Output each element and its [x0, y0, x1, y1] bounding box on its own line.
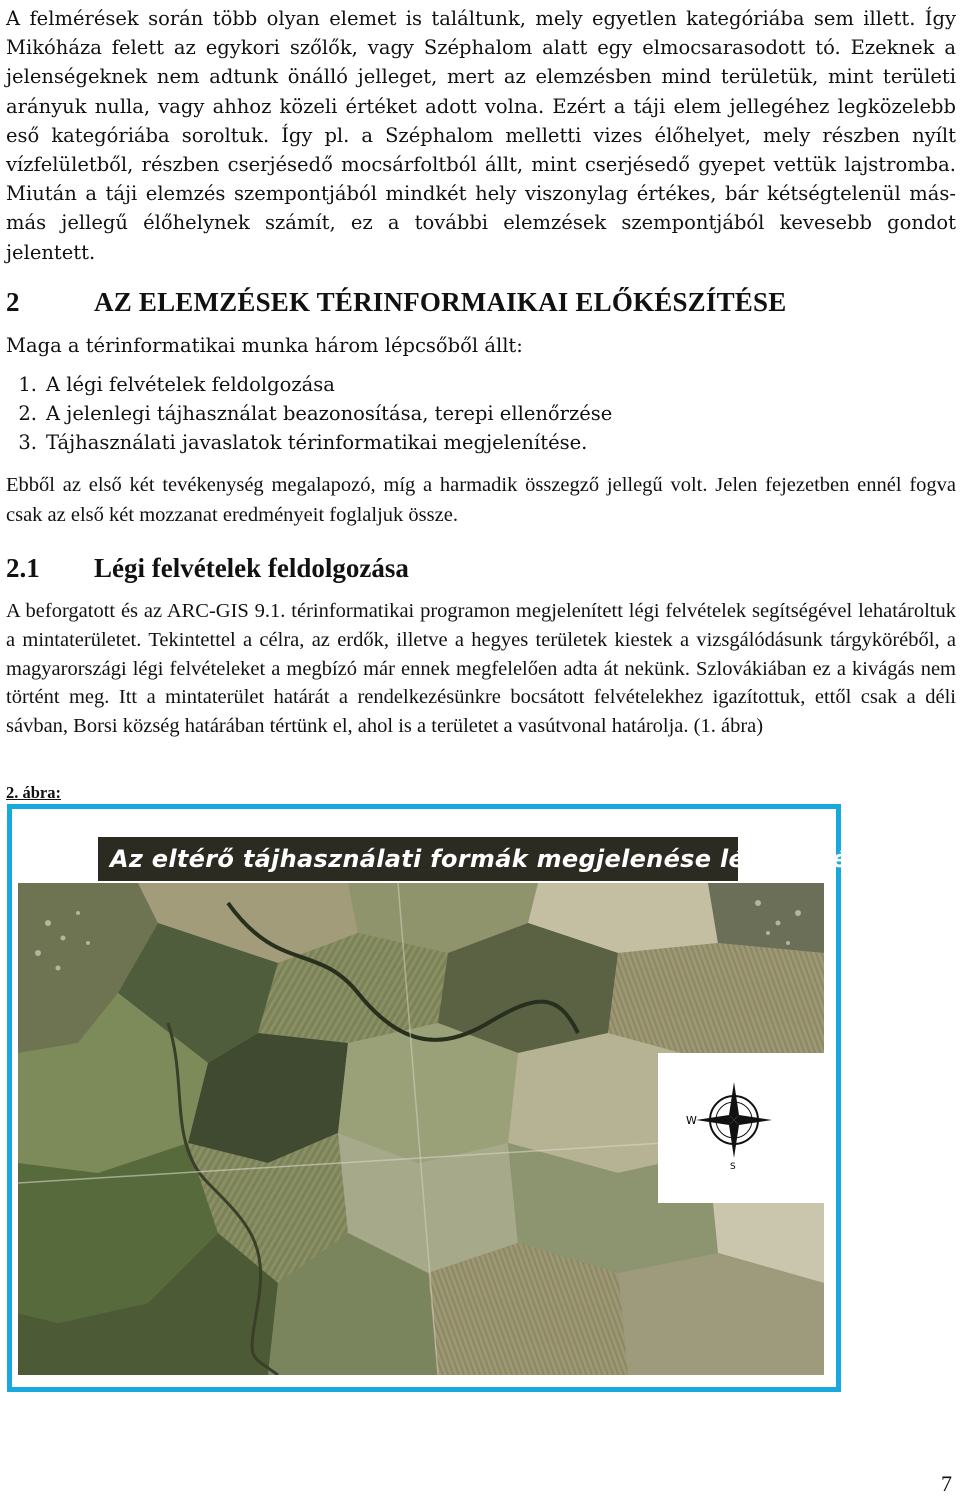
list-item-number: 1. [18, 373, 37, 396]
paragraph-1: A felmérések során több olyan elemet is találtunk, mely egyetlen kategóriába sem illett. Így Mikóháza felett az egykori szőlők, vagy Széphalom alatt egy elmocsarasodott tó. Ezeknek a jelenségeknek nem adtunk önálló jelleget, mert az elemzésben mind területük, mint területi arányuk nulla, vagy ahhoz közeli értéket adott volna. Ezért a táji elem jellegéhez legközelebb eső kategóriába soroltuk. Így pl. a Széphalom melletti vizes élőhelyet, mely részben nyílt vízfelületből, részben cserjésedő mocsárfoltból állt, mint cserjésedő gyepet vettük lajstromba. Miután a táji elemzés szempontjából mindkét hely viszonylag értékes, bár kétségtelenül más-más jellegű élőhelynek számít, ez a további elemzések szempontjából kevesebb gondot jelentett. [6, 7, 956, 264]
list-item-text: A légi felvételek feldolgozása [46, 373, 335, 396]
section-2-heading [6, 287, 786, 318]
compass-west-label: W [686, 1114, 697, 1127]
compass-rose-icon [686, 1070, 772, 1170]
steps-intro: Maga a térinformatikai munka három lépcsőből állt: [6, 334, 523, 357]
list-item [6, 370, 612, 399]
section-2-1-number: 2.1 [6, 553, 40, 583]
section-2-1-title: Légi felvételek feldolgozása [94, 553, 409, 583]
list-item-text: A jelenlegi tájhasználat beazonosítása, terepi ellenőrzése [46, 402, 613, 425]
list-item [6, 428, 612, 457]
section-2-1-heading [6, 553, 409, 584]
paragraph-3: A beforgatott és az ARC-GIS 9.1. térinformatikai programon megjelenített légi felvételek segítségével lehatároltuk a mintaterületet. Tekintettel a célra, az erdők, illetve a hegyes területek kiestek a vizsgálódásunk tárgyköréből, a magyarországi légi felvételeket a megbízó már ennek megfelelően adta át nekünk. Szlovákiában ez a kivágás nem történt meg. Itt a mintaterület határát a rendelkezésünkre bocsátott felvételekhez igazítottuk, ettől csak a déli sávban, Borsi község határában tértünk el, ahol is a területet a vasútvonal határolja. (1. ábra) [6, 600, 956, 738]
figure-title: Az eltérő tájhasználati formák megjelenése légi felvételen [110, 845, 919, 873]
list-item-number: 2. [18, 402, 37, 425]
steps-list [6, 370, 612, 457]
list-item [6, 399, 612, 428]
compass-south-label: S [730, 1162, 736, 1170]
list-item-text: Tájhasználati javaslatok térinformatikai megjelenítése. [46, 431, 588, 454]
figure-caption: 2. ábra: [6, 783, 61, 802]
list-item-number: 3. [18, 431, 37, 454]
page-number: 7 [941, 1471, 952, 1496]
paragraph-2: Ebből az első két tevékenység megalapozó, míg a harmadik összegző jellegű volt. Jelen fejezetben ennél fogva csak az első két mozzanat eredményeit foglaljuk össze. [6, 474, 956, 526]
section-2-title: AZ ELEMZÉSEK TÉRINFORMAIKAI ELŐKÉSZÍTÉSE [94, 287, 787, 317]
figure-frame [7, 804, 919, 1392]
figure-content [18, 815, 919, 1381]
section-2-number: 2 [6, 287, 20, 317]
